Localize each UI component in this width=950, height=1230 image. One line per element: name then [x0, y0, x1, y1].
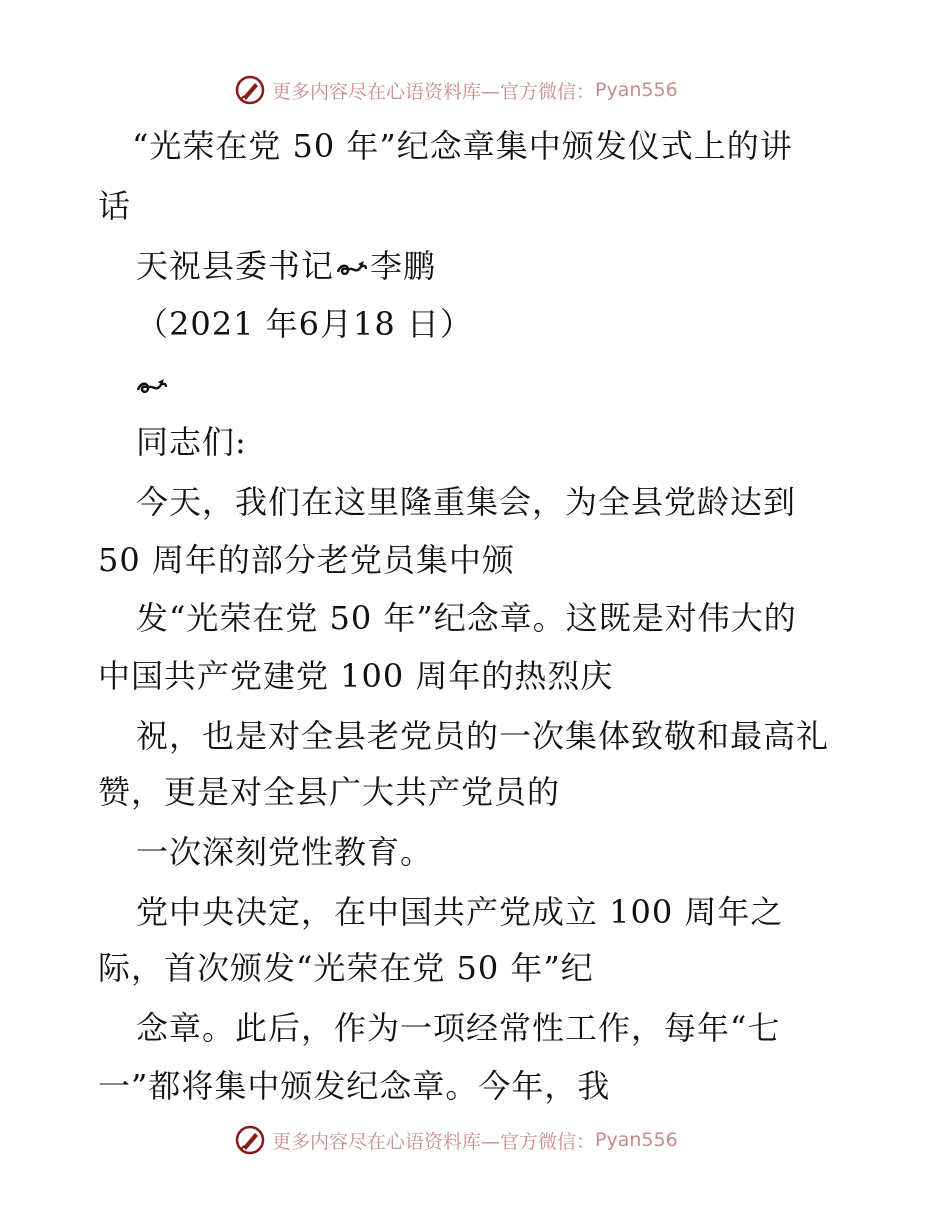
banner-wechat-id: Pyan556: [595, 79, 678, 101]
body-line: 党中央决定，在中国共产党成立 100 周年之: [136, 893, 784, 931]
body-line: 一”都将集中颁发纪念章。今年，我: [98, 1067, 611, 1105]
banner-wechat-id: Pyan556: [595, 1129, 678, 1151]
scroll-ornament-icon: [136, 376, 168, 398]
body-line: 祝，也是对全县老党员的一次集体致敬和最高礼: [136, 717, 830, 755]
pen-circle-logo-icon: [234, 1124, 266, 1156]
body-line: 中国共产党建党 100 周年的热烈庆: [98, 657, 614, 695]
document-title-line-2: 话: [98, 187, 132, 225]
speech-date: （2021 年6月18 日）: [136, 305, 473, 343]
body-line: 一次深刻党性教育。: [136, 833, 434, 871]
body-line: 际，首次颁发“光荣在党 50 年”纪: [98, 949, 594, 987]
body-line: 念章。此后，作为一项经常性工作，每年“七: [136, 1009, 781, 1047]
banner-text: 更多内容尽在心语资料库—官方微信：: [272, 1130, 596, 1153]
body-line: 50 周年的部分老党员集中颁: [98, 541, 515, 579]
body-line: 发“光荣在党 50 年”纪念章。这既是对伟大的: [136, 599, 797, 637]
footer-banner: [234, 1122, 754, 1158]
header-banner: [234, 72, 754, 108]
pen-circle-logo-icon: [234, 74, 266, 106]
salutation: 同志们:: [136, 423, 247, 461]
banner-text: 更多内容尽在心语资料库—官方微信：: [272, 80, 596, 103]
author-name: 李鹏: [370, 247, 437, 285]
body-line: 赞，更是对全县广大共产党员的: [98, 773, 561, 811]
author-line: [136, 246, 436, 286]
body-line: 今天，我们在这里隆重集会，为全县党龄达到: [136, 483, 797, 521]
author-prefix: 天祝县委书记: [136, 247, 335, 285]
document-title-line-1: “光荣在党 50 年”纪念章集中颁发仪式上的讲: [132, 127, 793, 165]
scroll-ornament-icon: [336, 258, 368, 280]
ornament-line: [134, 364, 170, 404]
